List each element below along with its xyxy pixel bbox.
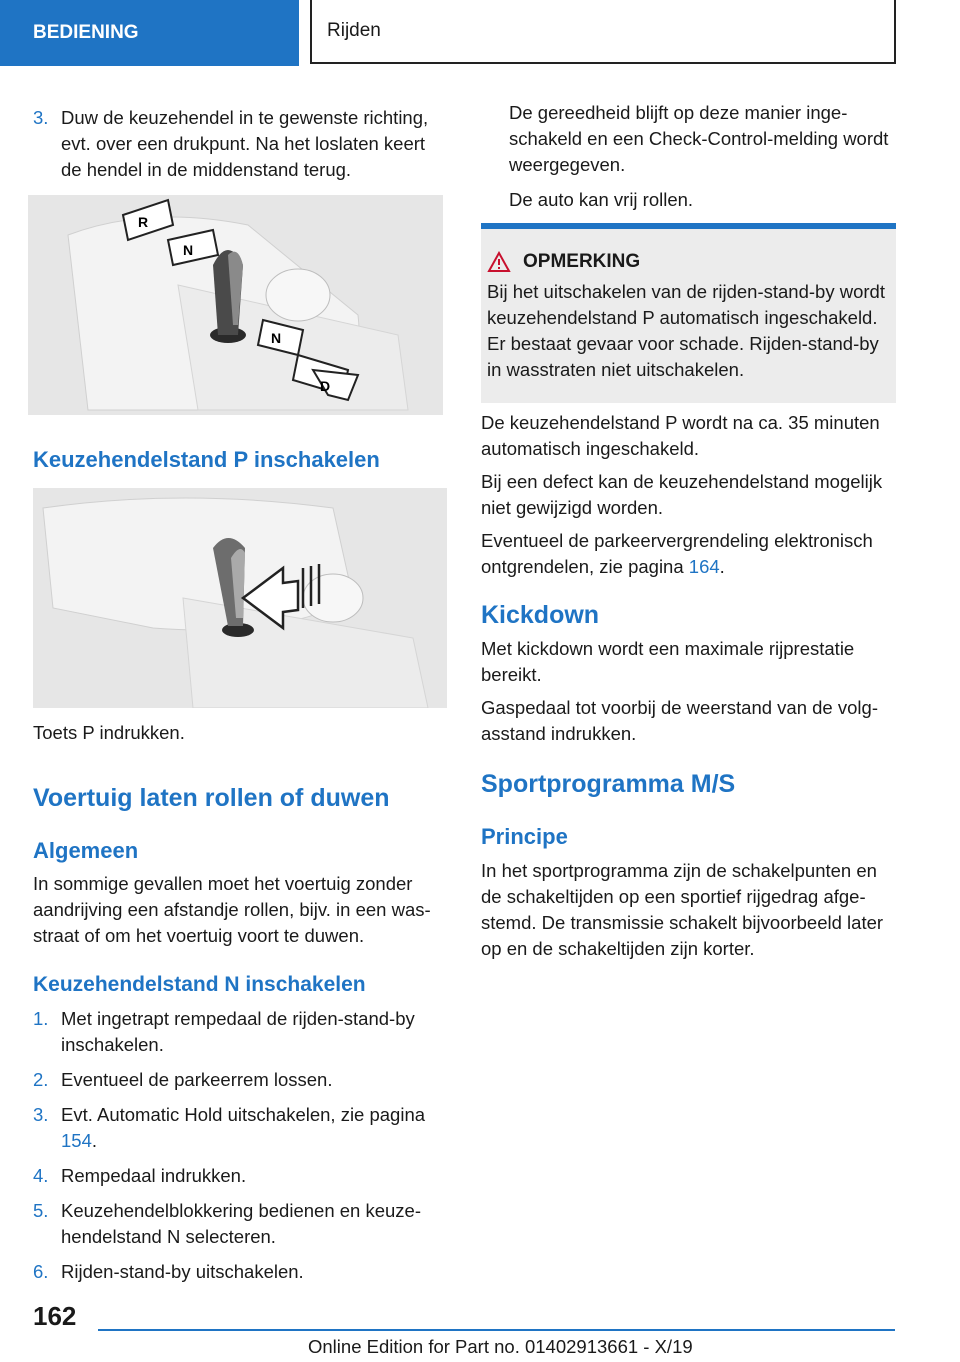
notice-text: Bij het uitschakelen van de rijden-stand-by wordt keuzehendelstand P automatisch ingeschakeld. Er bestaat gevaar voor schade. Rijden-stand-by in wasstraten niet uitschakelen. — [487, 281, 885, 380]
notice-title: OPMERKING — [523, 251, 641, 272]
kickdown-text-2: Gaspedaal tot voorbij de weerstand van de volgasstand indrukken. — [481, 697, 878, 744]
heading-n: Keuzehendelstand N inschakelen — [33, 973, 366, 996]
step-number: 1. — [33, 1008, 49, 1029]
label-n-bottom: N — [271, 330, 282, 346]
continued-paragraph — [509, 100, 896, 213]
unlock-text: Eventueel de parkeervergrendeling elektronisch ontgrendelen, zie pagina — [481, 530, 873, 577]
step-number: 2. — [33, 1069, 49, 1090]
notice-box — [481, 223, 896, 403]
page-link-164[interactable]: 164 — [688, 556, 720, 577]
heading-roll: Voertuig laten rollen of duwen — [33, 784, 390, 812]
edition-text: Online Edition for Part no. 01402913661 - X/19 — [308, 1336, 693, 1357]
step-text: Eventueel de parkeerrem lossen. — [61, 1069, 333, 1090]
step-text: Met ingetrapt rempedaal de rijden-stand-by inschakelen. — [61, 1008, 415, 1055]
list-item — [33, 1198, 446, 1250]
step-3 — [33, 105, 446, 192]
chapter-tab — [310, 0, 896, 64]
step-number: 5. — [33, 1200, 49, 1221]
label-r: R — [138, 214, 149, 230]
list-item — [33, 1259, 446, 1285]
roll-text: De auto kan vrij rollen. — [509, 189, 694, 210]
chapter-title: Rijden — [327, 20, 381, 41]
step-number: 3. — [33, 107, 49, 128]
gear-selector-figure-2 — [33, 488, 447, 708]
heading-principe: Principe — [481, 824, 568, 849]
list-item — [33, 1102, 446, 1154]
general-text: In sommige gevallen moet het voertuig zonder aandrijving een afstandje rollen, bijv. in een wasstraat of om het voertuig voort te duwen. — [33, 873, 431, 946]
list-item — [33, 1067, 446, 1093]
footer-divider — [98, 1329, 895, 1331]
section-title: BEDIENING — [33, 22, 139, 43]
kickdown-text: Met kickdown wordt een maximale rijprestatie bereikt. — [481, 638, 855, 685]
list-item — [33, 1163, 446, 1189]
page-link-154[interactable]: 154 — [61, 1130, 92, 1151]
step-number: 6. — [33, 1261, 49, 1282]
list-item — [33, 1006, 446, 1058]
step-text: Rijden-stand-by uitschakelen. — [61, 1261, 304, 1282]
heading-sport: Sportprogramma M/S — [481, 770, 736, 798]
page-number: 162 — [33, 1301, 77, 1331]
heading-general: Algemeen — [33, 838, 139, 863]
kickdown-paragraphs — [481, 636, 896, 747]
defect-text: Bij een defect kan de keuzehendelstand mogelijk niet gewijzigd worden. — [481, 471, 883, 518]
auto-text: De keuzehendelstand P wordt na ca. 35 minuten automatisch ingeschakeld. — [481, 412, 880, 459]
step-text: Duw de keuzehendel in te gewenste richting, evt. over een drukpunt. Na het loslaten keert de hendel in de middenstand terug. — [61, 107, 429, 180]
label-d: D — [320, 378, 331, 394]
step-text-end: . — [91, 1130, 98, 1151]
principe-paragraph — [481, 858, 896, 962]
caption-text: Toets P indrukken. — [33, 722, 185, 743]
cont-text: De gereedheid blijft op deze manier ingeschakeld en een Check-Control-melding wordt weergegeven. — [509, 102, 889, 175]
steps-list — [33, 1006, 446, 1294]
figure-caption — [33, 720, 446, 746]
step-text: Rempedaal indrukken. — [61, 1165, 247, 1186]
general-paragraph — [33, 871, 446, 949]
step-text: Evt. Automatic Hold uitschakelen, zie pagina — [61, 1104, 426, 1125]
gear-selector-figure-1 — [28, 195, 443, 415]
label-n-top: N — [183, 242, 194, 258]
unlock-text-end: . — [719, 556, 725, 577]
unlock-paragraph — [481, 528, 896, 580]
step-number: 3. — [33, 1104, 49, 1125]
section-tab — [0, 0, 299, 66]
principe-text: In het sportprogramma zijn de schakelpunten en de schakeltijden op een sportief rijgedrag afgestemd. De transmissie schakelt bijvoorbeeld later op en de schakeltijden zijn korter. — [481, 860, 884, 959]
step-text: Keuzehendelblokkering bedienen en keuzehendelstand N selecteren. — [61, 1200, 422, 1247]
heading-p: Keuzehendelstand P inschakelen — [33, 447, 380, 472]
notice-header — [487, 251, 888, 273]
warning-icon — [487, 251, 511, 273]
right-paragraphs — [481, 410, 896, 580]
step-number: 4. — [33, 1165, 49, 1186]
heading-kickdown: Kickdown — [481, 601, 600, 629]
